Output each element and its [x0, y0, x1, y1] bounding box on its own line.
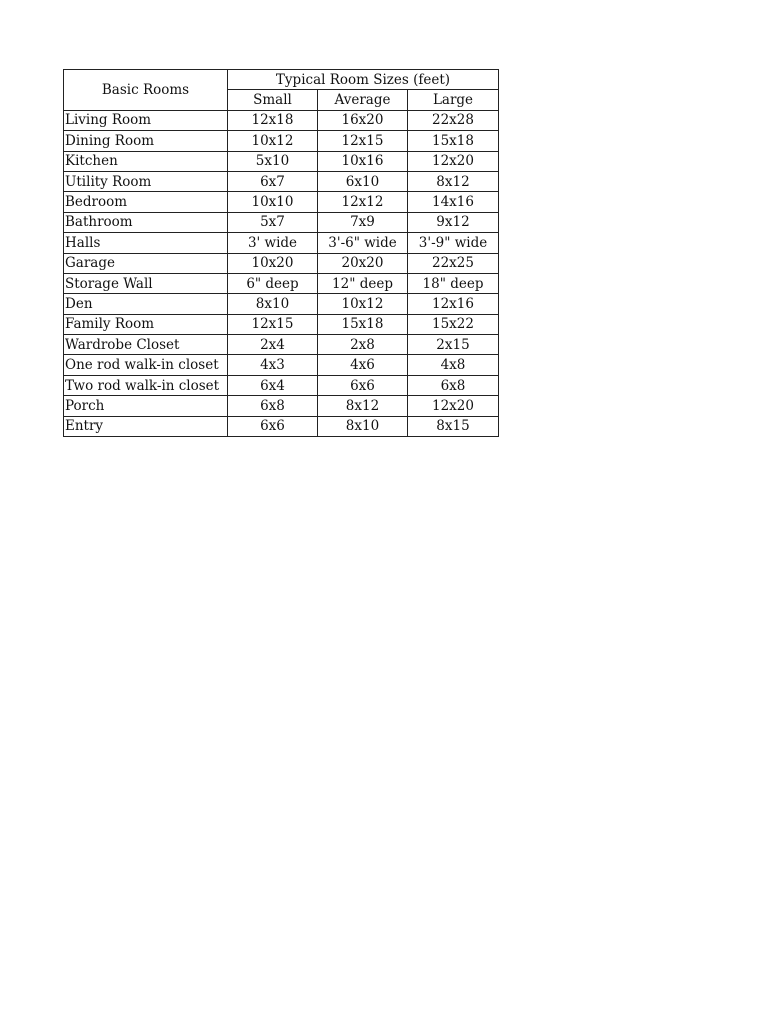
table-header	[64, 70, 499, 111]
large-size-cell: 14x16	[408, 192, 499, 212]
average-size-cell: 15x18	[318, 314, 408, 334]
large-size-cell: 8x12	[408, 171, 499, 191]
average-size-cell: 7x9	[318, 212, 408, 232]
large-size-cell: 12x16	[408, 294, 499, 314]
small-size-cell: 4x3	[228, 355, 318, 375]
large-size-cell: 12x20	[408, 396, 499, 416]
small-size-cell: 10x12	[228, 131, 318, 151]
average-size-cell: 12x12	[318, 192, 408, 212]
large-size-cell: 3'-9" wide	[408, 233, 499, 253]
room-name-cell: Dining Room	[64, 131, 228, 151]
table-row	[64, 110, 499, 130]
room-name-cell: Porch	[64, 396, 228, 416]
average-size-cell: 10x12	[318, 294, 408, 314]
small-size-cell: 6" deep	[228, 273, 318, 293]
table-row	[64, 294, 499, 314]
large-size-cell: 6x8	[408, 375, 499, 395]
table-row	[64, 273, 499, 293]
table-row	[64, 212, 499, 232]
large-size-cell: 15x18	[408, 131, 499, 151]
small-size-cell: 5x10	[228, 151, 318, 171]
room-name-cell: Two rod walk-in closet	[64, 375, 228, 395]
column-header-large: Large	[408, 90, 499, 110]
column-header-small: Small	[228, 90, 318, 110]
table-row	[64, 192, 499, 212]
small-size-cell: 5x7	[228, 212, 318, 232]
small-size-cell: 3' wide	[228, 233, 318, 253]
header-row-group	[64, 70, 499, 90]
table-row	[64, 335, 499, 355]
average-size-cell: 8x12	[318, 396, 408, 416]
large-size-cell: 15x22	[408, 314, 499, 334]
average-size-cell: 2x8	[318, 335, 408, 355]
typical-room-sizes-header: Typical Room Sizes (feet)	[228, 70, 499, 90]
room-name-cell: Living Room	[64, 110, 228, 130]
average-size-cell: 6x6	[318, 375, 408, 395]
large-size-cell: 2x15	[408, 335, 499, 355]
average-size-cell: 8x10	[318, 416, 408, 436]
room-name-cell: Entry	[64, 416, 228, 436]
room-name-cell: Family Room	[64, 314, 228, 334]
room-name-cell: Bathroom	[64, 212, 228, 232]
large-size-cell: 18" deep	[408, 273, 499, 293]
average-size-cell: 16x20	[318, 110, 408, 130]
average-size-cell: 6x10	[318, 171, 408, 191]
large-size-cell: 12x20	[408, 151, 499, 171]
column-header-average: Average	[318, 90, 408, 110]
room-name-cell: Halls	[64, 233, 228, 253]
room-name-cell: Den	[64, 294, 228, 314]
table-row	[64, 375, 499, 395]
table-row	[64, 416, 499, 436]
small-size-cell: 6x7	[228, 171, 318, 191]
table-row	[64, 171, 499, 191]
small-size-cell: 12x15	[228, 314, 318, 334]
small-size-cell: 2x4	[228, 335, 318, 355]
average-size-cell: 12x15	[318, 131, 408, 151]
small-size-cell: 6x6	[228, 416, 318, 436]
table-row	[64, 131, 499, 151]
table-row	[64, 355, 499, 375]
small-size-cell: 8x10	[228, 294, 318, 314]
table-row	[64, 396, 499, 416]
room-name-cell: Wardrobe Closet	[64, 335, 228, 355]
basic-rooms-header: Basic Rooms	[64, 70, 228, 111]
large-size-cell: 8x15	[408, 416, 499, 436]
room-sizes-table	[63, 69, 499, 437]
table-row	[64, 314, 499, 334]
table-row	[64, 233, 499, 253]
room-name-cell: One rod walk-in closet	[64, 355, 228, 375]
room-name-cell: Utility Room	[64, 171, 228, 191]
large-size-cell: 4x8	[408, 355, 499, 375]
average-size-cell: 3'-6" wide	[318, 233, 408, 253]
room-name-cell: Storage Wall	[64, 273, 228, 293]
average-size-cell: 20x20	[318, 253, 408, 273]
room-name-cell: Garage	[64, 253, 228, 273]
large-size-cell: 22x28	[408, 110, 499, 130]
room-name-cell: Bedroom	[64, 192, 228, 212]
table-row	[64, 151, 499, 171]
small-size-cell: 12x18	[228, 110, 318, 130]
small-size-cell: 10x20	[228, 253, 318, 273]
large-size-cell: 9x12	[408, 212, 499, 232]
average-size-cell: 12" deep	[318, 273, 408, 293]
table-row	[64, 253, 499, 273]
small-size-cell: 10x10	[228, 192, 318, 212]
table-body	[64, 110, 499, 436]
small-size-cell: 6x4	[228, 375, 318, 395]
large-size-cell: 22x25	[408, 253, 499, 273]
room-name-cell: Kitchen	[64, 151, 228, 171]
small-size-cell: 6x8	[228, 396, 318, 416]
average-size-cell: 10x16	[318, 151, 408, 171]
average-size-cell: 4x6	[318, 355, 408, 375]
